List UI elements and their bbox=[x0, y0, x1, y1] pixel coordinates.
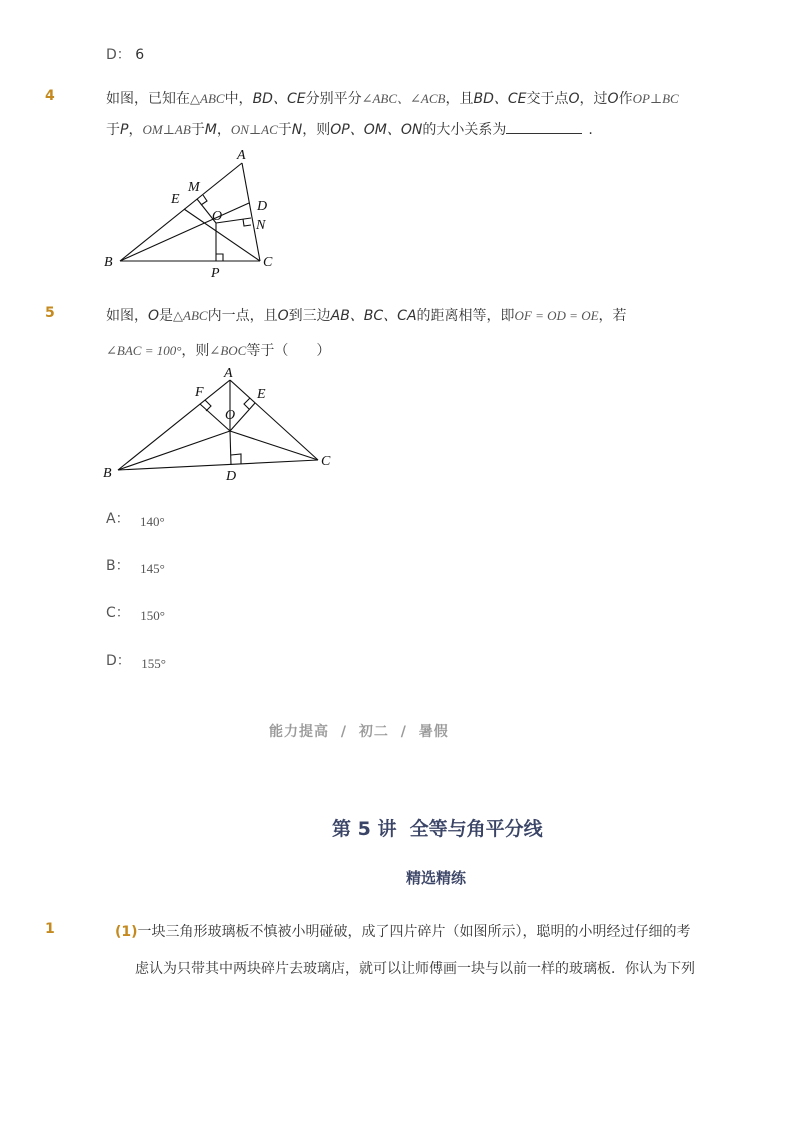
math-segments: AB、BC、CA bbox=[330, 308, 417, 324]
q4-text-line-2 bbox=[106, 119, 593, 141]
text: 的大小关系为 bbox=[422, 122, 507, 138]
question-number-4: 4 bbox=[45, 88, 55, 104]
breadcrumb-item: 暑假 bbox=[418, 724, 449, 740]
text: 如图， bbox=[106, 308, 148, 324]
figure-label: N bbox=[256, 218, 266, 233]
option-label: D： bbox=[106, 653, 131, 669]
text: 交于点 bbox=[526, 91, 569, 107]
math-equation: OF = OD = OE bbox=[514, 308, 599, 323]
math-segments: BD、CE bbox=[252, 91, 306, 107]
prev-question-option-d bbox=[106, 44, 144, 66]
q5-option-c[interactable] bbox=[106, 602, 165, 624]
right-angle-mark-p bbox=[216, 254, 223, 261]
bisector-bd bbox=[120, 203, 249, 261]
math-point: M bbox=[204, 122, 217, 138]
text: 于 bbox=[277, 122, 292, 138]
q4-text-line-1 bbox=[106, 88, 679, 110]
q5-text-line-1 bbox=[106, 305, 627, 327]
right-angle-mark-n bbox=[243, 219, 251, 226]
option-value: 150° bbox=[140, 608, 165, 623]
lecture-title: 第 5 讲 全等与角平分线 bbox=[332, 818, 543, 840]
side-bc bbox=[118, 460, 318, 470]
side-ab bbox=[118, 380, 230, 470]
text: 是 bbox=[159, 308, 174, 324]
answer-blank[interactable] bbox=[506, 119, 582, 134]
right-angle-mark-d bbox=[231, 454, 241, 464]
figure-label: P bbox=[211, 266, 220, 281]
text: . bbox=[588, 122, 593, 138]
option-value: 140° bbox=[140, 514, 165, 529]
breadcrumb bbox=[269, 721, 449, 741]
text: 到三边 bbox=[288, 308, 331, 324]
figure-label: E bbox=[257, 387, 266, 402]
math-triangle: △ABC bbox=[173, 308, 208, 323]
segment-ob bbox=[118, 431, 230, 470]
q1-text-line-2: 虑认为只带其中两块碎片去玻璃店，就可以让师傅画一块与以前一样的玻璃板．你认为下列 bbox=[135, 961, 695, 977]
figure-label: M bbox=[188, 180, 200, 195]
math-point: O bbox=[607, 91, 619, 107]
option-value: 6 bbox=[135, 47, 145, 63]
math-perpendicular: OM⊥AB bbox=[142, 122, 191, 137]
math-point: P bbox=[120, 122, 129, 138]
segment-oc bbox=[230, 431, 318, 460]
figure-label: D bbox=[226, 469, 237, 484]
text: ， bbox=[128, 122, 143, 138]
right-angle-mark-e bbox=[244, 398, 250, 409]
text: 作 bbox=[618, 91, 633, 107]
option-label: D： bbox=[106, 47, 131, 63]
q5-text-line-2 bbox=[106, 340, 330, 362]
text: 如图，已知在 bbox=[106, 91, 190, 107]
q5-option-a[interactable] bbox=[106, 508, 165, 530]
figure-label: A bbox=[224, 366, 233, 381]
math-point: N bbox=[291, 122, 303, 138]
text: ，若 bbox=[598, 308, 627, 324]
text: 于 bbox=[106, 122, 120, 138]
option-label: A： bbox=[106, 511, 130, 527]
q5-geometry-figure bbox=[100, 364, 340, 486]
text: 一块三角形玻璃板不慎被小明碰破，成了四片碎片（如图所示），聪明的小明经过仔细的考 bbox=[137, 924, 691, 940]
text: ，则 bbox=[302, 122, 331, 138]
sub-question-number: (1) bbox=[115, 924, 138, 940]
section-title: 精选精练 bbox=[406, 869, 467, 887]
math-point: O bbox=[277, 308, 289, 324]
figure-label: D bbox=[257, 199, 268, 214]
breadcrumb-item: 初二 bbox=[358, 724, 389, 740]
option-label: C： bbox=[106, 605, 130, 621]
math-point: O bbox=[568, 91, 580, 107]
side-ac bbox=[230, 380, 318, 460]
figure-label: B bbox=[103, 466, 112, 481]
text: ，过 bbox=[579, 91, 608, 107]
math-triangle: △ABC bbox=[190, 91, 225, 106]
breadcrumb-item: 能力提高 bbox=[269, 724, 329, 740]
q5-option-b[interactable] bbox=[106, 555, 165, 577]
math-angles: ∠ABC、∠ACB bbox=[361, 91, 446, 106]
math-perpendicular: OP⊥BC bbox=[632, 91, 679, 106]
text: 分别平分 bbox=[305, 91, 362, 107]
side-ab bbox=[120, 163, 242, 261]
math-angle: ∠BAC = 100° bbox=[106, 343, 182, 358]
perpendicular-od bbox=[230, 431, 231, 465]
text: ， bbox=[216, 122, 231, 138]
breadcrumb-separator: / bbox=[340, 724, 347, 740]
math-perpendicular: ON⊥AC bbox=[230, 122, 278, 137]
text: 于 bbox=[190, 122, 205, 138]
figure-label: O bbox=[212, 209, 223, 224]
option-value: 155° bbox=[141, 656, 166, 671]
math-segments: BD、CE bbox=[473, 91, 527, 107]
figure-label: B bbox=[104, 255, 113, 270]
text: 中， bbox=[224, 91, 253, 107]
question-number-5: 5 bbox=[45, 305, 55, 321]
text: 内一点，且 bbox=[207, 308, 278, 324]
figure-label: C bbox=[263, 255, 273, 270]
q4-geometry-figure bbox=[100, 143, 290, 283]
figure-label: O bbox=[225, 408, 236, 423]
breadcrumb-separator: / bbox=[400, 724, 407, 740]
q1-text-line-1 bbox=[115, 921, 691, 943]
figure-label: C bbox=[321, 454, 331, 469]
option-label: B： bbox=[106, 558, 130, 574]
question-number-1: 1 bbox=[45, 921, 55, 937]
math-angle: ∠BOC bbox=[209, 343, 247, 358]
option-value: 145° bbox=[140, 561, 165, 576]
text: 等于（ ） bbox=[246, 343, 331, 359]
text: ，则 bbox=[181, 343, 210, 359]
math-point: O bbox=[148, 308, 160, 324]
q5-option-d[interactable] bbox=[106, 650, 166, 672]
figure-label: A bbox=[237, 148, 246, 163]
text: ，且 bbox=[445, 91, 474, 107]
figure-label: F bbox=[195, 385, 204, 400]
figure-label: E bbox=[171, 192, 180, 207]
math-segments: OP、OM、ON bbox=[330, 122, 423, 138]
right-angle-mark-m bbox=[201, 195, 207, 205]
text: 的距离相等，即 bbox=[416, 308, 515, 324]
